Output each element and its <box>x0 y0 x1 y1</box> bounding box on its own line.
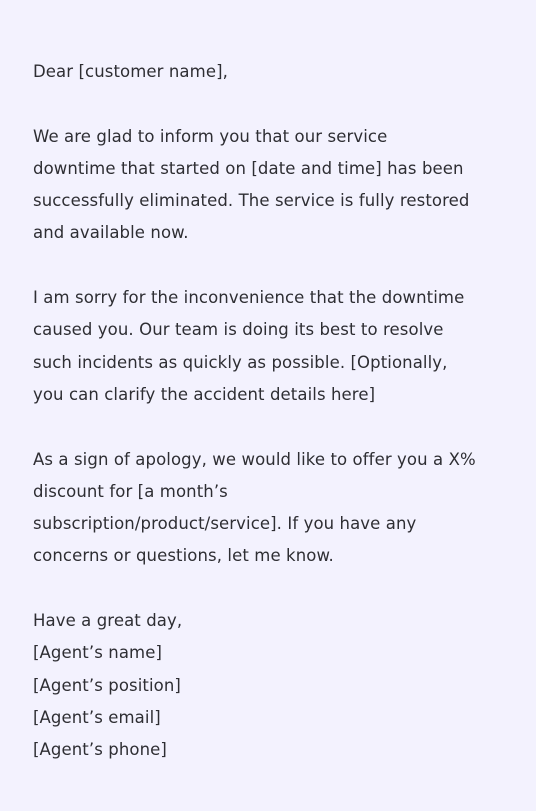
paragraph-line: concerns or questions, let me know. <box>33 546 334 566</box>
greeting <box>33 56 506 88</box>
paragraph-apology <box>33 282 506 411</box>
paragraph-line: successfully eliminated. The service is fully restored <box>33 191 470 211</box>
paragraph-line: caused you. Our team is doing its best to resolve <box>33 320 444 340</box>
paragraph-line: and available now. <box>33 223 189 243</box>
signoff <box>33 605 506 766</box>
greeting-line: Dear [customer name], <box>33 62 228 81</box>
signoff-closing: Have a great day, <box>33 611 183 631</box>
paragraph-line: We are glad to inform you that our service <box>33 126 388 146</box>
paragraph-line: subscription/product/service]. If you have any <box>33 514 417 534</box>
paragraph-restored <box>33 121 506 250</box>
paragraph-line: discount for [a month’s <box>33 481 228 501</box>
paragraph-discount <box>33 444 506 573</box>
signoff-agent-phone: [Agent’s phone] <box>33 740 167 760</box>
paragraph-line: such incidents as quickly as possible. [Optionally, <box>33 352 448 372</box>
paragraph-line: downtime that started on [date and time] has been <box>33 158 464 178</box>
paragraph-line: you can clarify the accident details here] <box>33 384 376 404</box>
signoff-agent-name: [Agent’s name] <box>33 643 162 663</box>
paragraph-line: I am sorry for the inconvenience that the downtime <box>33 288 465 308</box>
signoff-agent-position: [Agent’s position] <box>33 675 181 695</box>
signoff-agent-email: [Agent’s email] <box>33 707 161 727</box>
paragraph-line: As a sign of apology, we would like to offer you a X% <box>33 449 476 469</box>
